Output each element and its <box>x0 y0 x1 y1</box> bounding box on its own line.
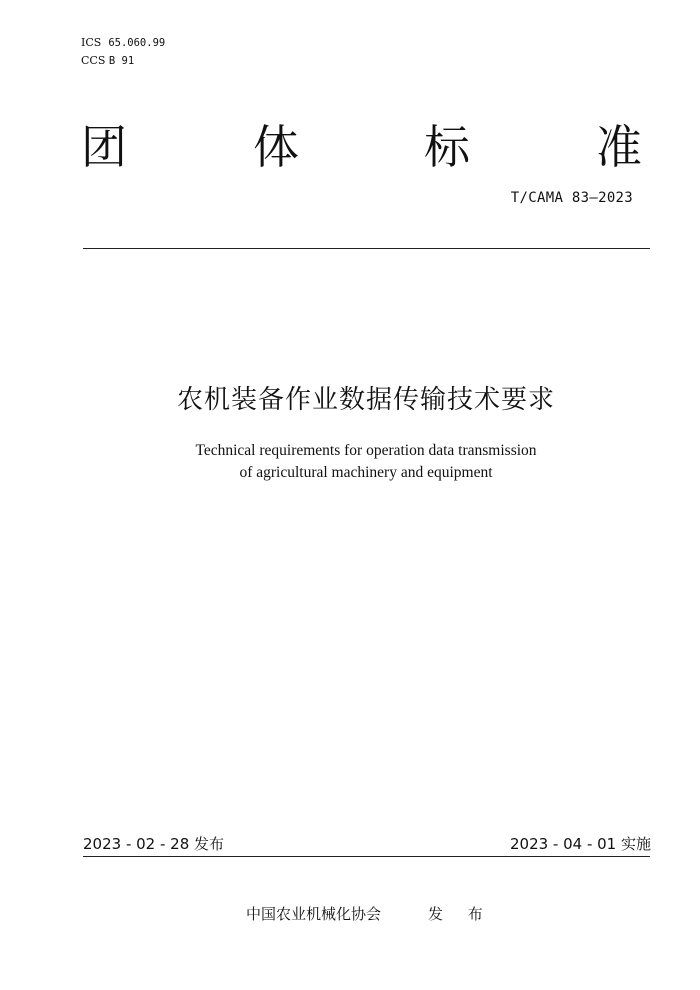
heading-char-2: 体 <box>253 120 299 174</box>
issue-date: 2023 - 02 - 28 发布 <box>83 835 225 853</box>
implementation-date: 2023 - 04 - 01 实施 <box>509 835 651 853</box>
top-divider <box>83 248 650 249</box>
bottom-divider <box>83 856 650 857</box>
standard-number: T/CAMA 83—2023 <box>510 190 633 206</box>
publisher-name: 中国农业机械化协会 <box>246 905 382 923</box>
heading-char-3: 标 <box>424 120 470 174</box>
english-title <box>0 440 700 484</box>
ics-code <box>81 34 165 52</box>
english-title-line-2: of agricultural machinery and equipment <box>239 464 493 481</box>
classification-codes <box>81 34 165 70</box>
publish-label: 发 布 <box>428 905 493 923</box>
heading-char-4: 准 <box>596 120 642 174</box>
chinese-title: 农机装备作业数据传输技术要求 <box>176 385 555 415</box>
standard-type-heading <box>60 112 680 182</box>
english-title-line-1: Technical requirements for operation data transmission <box>195 442 537 459</box>
heading-char-1: 团 <box>81 120 127 174</box>
ics-value: 65.060.99 <box>108 37 166 49</box>
ics-label: ICS <box>81 36 102 49</box>
ccs-code <box>81 52 165 70</box>
ccs-label: CCS <box>81 54 106 67</box>
ccs-value: B 91 <box>108 55 135 67</box>
